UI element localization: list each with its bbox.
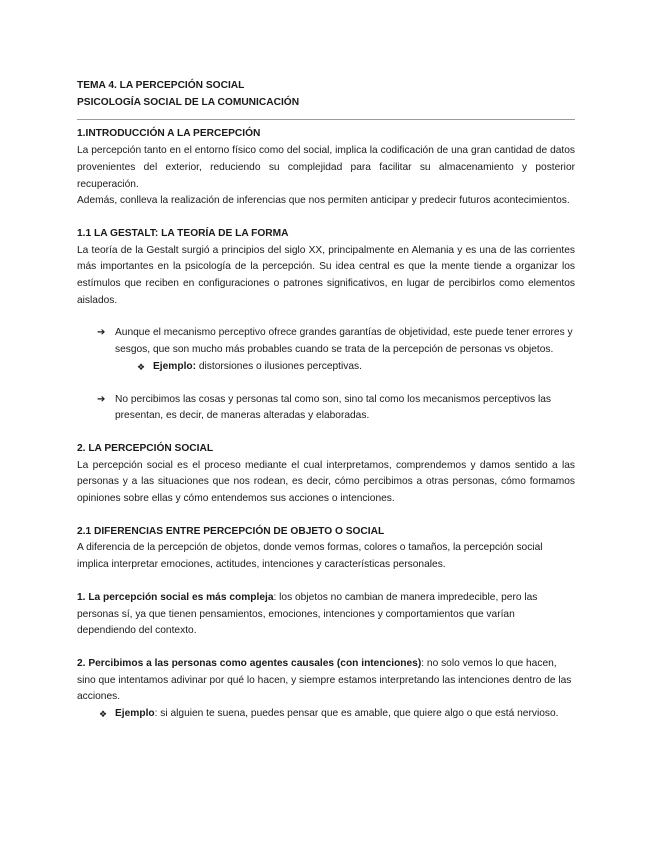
section-heading-intro: 1.INTRODUCCIÓN A LA PERCEPCIÓN — [77, 128, 261, 140]
document-header — [77, 78, 575, 111]
section-heading-differences: 2.1 DIFERENCIAS ENTRE PERCEPCIÓN DE OBJETO O SOCIAL — [77, 525, 385, 537]
difference-point-2-bold: 2. Percibimos a las personas como agentes causales (con intenciones) — [77, 657, 422, 669]
arrow-bullet-icon: ➔ — [97, 393, 106, 405]
arrow-bullet-icon: ➔ — [97, 327, 106, 339]
differences-paragraph: A diferencia de la percepción de objetos, donde vemos formas, colores o tamaños, la percepción social implica interpretar emociones, actitudes, intenciones y características personales. — [77, 542, 543, 571]
example-label: Ejemplo — [115, 708, 155, 720]
gestalt-paragraph: La teoría de la Gestalt surgió a principios del siglo XX, principalmente en Alemania y es una de las corrientes más importantes en la psicología de la percepción. Su idea central es que la mente tiende a organizar los estímulos que reciben en configuraciones o patrones significativos, en lugar de percibirlos como elementos aislados. — [77, 244, 575, 306]
intro-paragraph-2: Además, conlleva la realización de inferencias que nos permiten anticipar y predecir futuros acontecimientos. — [77, 195, 570, 207]
topic-title: TEMA 4. LA PERCEPCIÓN SOCIAL — [77, 80, 245, 91]
example-text: distorsiones o ilusiones perceptivas. — [196, 360, 362, 372]
example-label: Ejemplo: — [153, 360, 197, 372]
gestalt-bullet-2 — [77, 392, 575, 425]
gestalt-bullet-2-text: No percibimos las cosas y personas tal como son, sino tal como los mecanismos perceptivos las presentan, es decir, de maneras alteradas y elaboradas. — [115, 393, 551, 422]
example-text: : si alguien te suena, puedes pensar que es amable, que quiere algo o que está nervioso. — [154, 708, 559, 720]
gestalt-example — [77, 359, 575, 376]
document-page — [77, 78, 575, 723]
difference-point-2 — [77, 656, 575, 706]
difference-point-1 — [77, 590, 575, 640]
course-title: PSICOLOGÍA SOCIAL DE LA COMUNICACIÓN — [77, 96, 300, 108]
diamond-bullet-icon: ❖ — [99, 709, 108, 720]
intro-paragraph-1: La percepción tanto en el entorno físico como del social, implica la codificación de una gran cantidad de datos provenientes del exterior, reduciendo su complejidad para facilitar su almacenamiento y posterior recuperación. — [77, 145, 575, 190]
difference-point-2-text: : no solo vemos lo que hacen, sino que intentamos adivinar por qué lo hacen, y siempre estamos interpretando las intenciones dentro de las acciones. — [77, 657, 572, 703]
social-paragraph: La percepción social es el proceso mediante el cual interpretamos, comprendemos y damos sentido a las personas y a las situaciones que nos rodean, es decir, cómo percibimos a otras personas, cómo formamos opiniones sobre ellas y cómo entendemos sus acciones o intenciones. — [77, 459, 575, 505]
gestalt-bullet-1-text: Aunque el mecanismo perceptivo ofrece grandes garantías de objetividad, este puede tener errores y sesgos, que son mucho más probables cuando se trata de la percepción de personas vs objetos. — [115, 327, 573, 356]
gestalt-bullet-1 — [77, 325, 575, 358]
difference-point-1-text: : los objetos no cambian de manera impredecible, pero las personas sí, ya que tienen pensamientos, emociones, intenciones y comportamientos que varían dependiendo del contexto. — [77, 591, 538, 637]
header-divider — [77, 119, 575, 120]
diamond-bullet-icon: ❖ — [137, 361, 146, 372]
section-heading-gestalt: 1.1 LA GESTALT: LA TEORÍA DE LA FORMA — [77, 227, 289, 239]
difference-point-1-bold: 1. La percepción social es más compleja — [77, 591, 274, 603]
section-heading-social: 2. LA PERCEPCIÓN SOCIAL — [77, 442, 214, 454]
difference-example — [77, 706, 575, 723]
